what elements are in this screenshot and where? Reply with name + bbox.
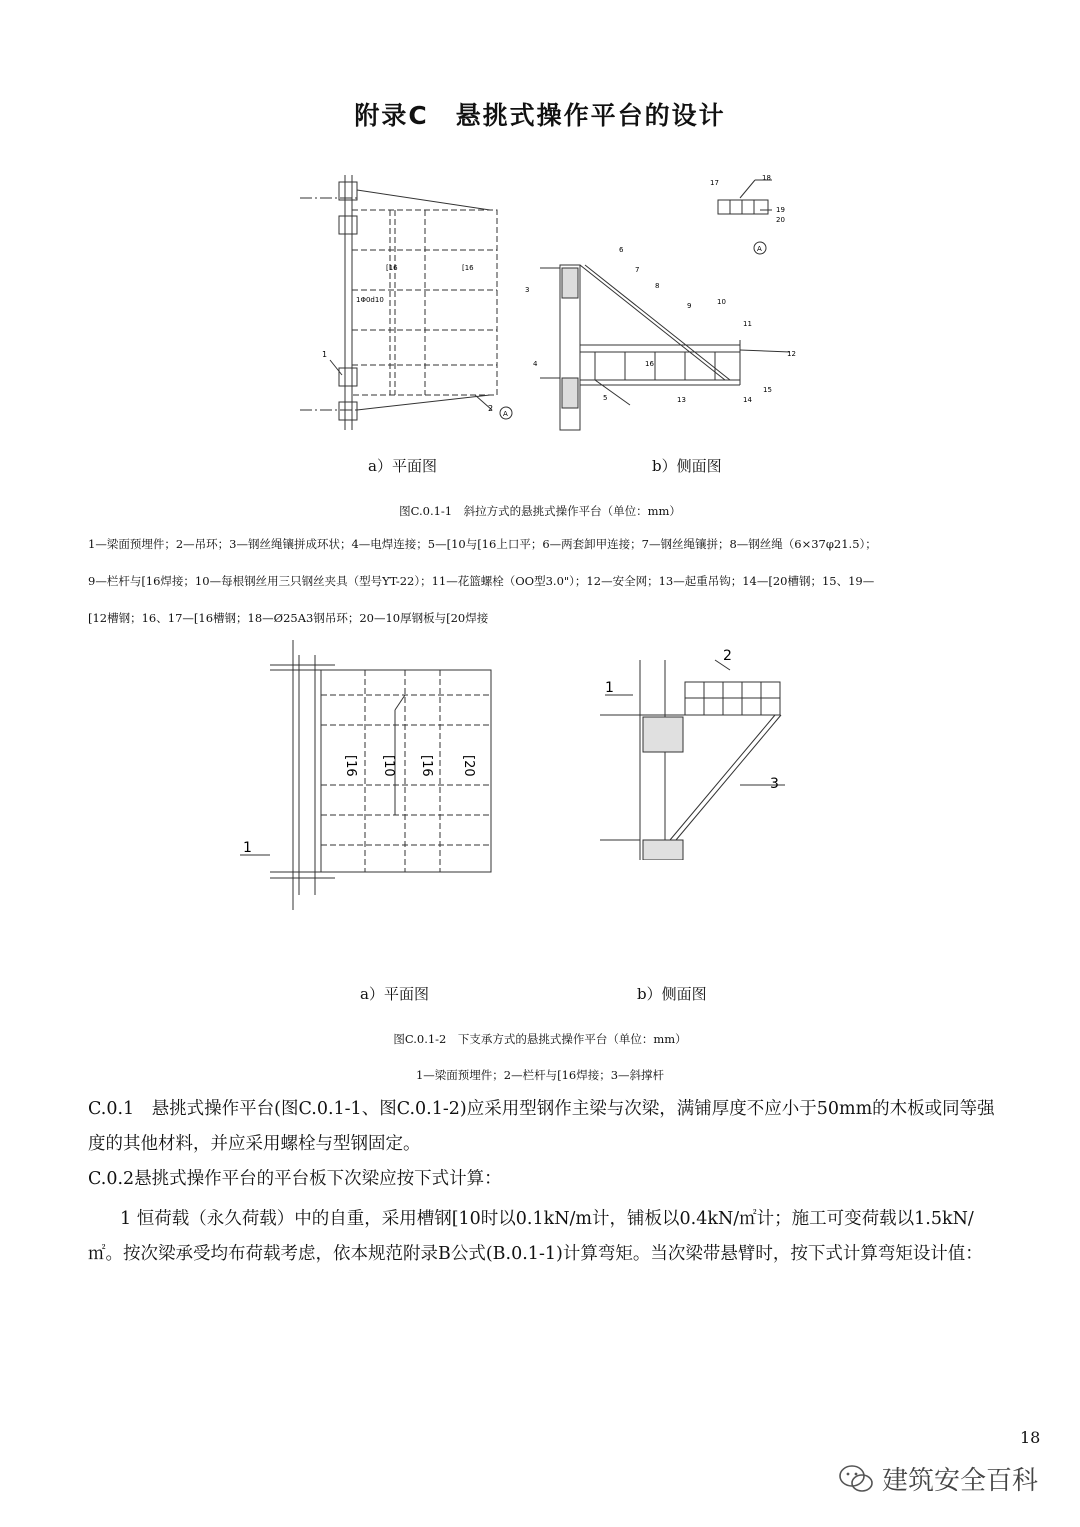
figure2-plan-drawing	[235, 640, 500, 915]
page-title: 附录C 悬挑式操作平台的设计	[354, 101, 726, 130]
figure1-legend-line-3: [12槽钢；16、17—[16槽钢；18—Ø25A3钢吊环；20—10厚钢板与[20焊接	[88, 611, 489, 625]
fig2-side-label-1: 1	[605, 680, 614, 696]
figure1-plan-drawing	[300, 170, 520, 440]
wechat-icon	[838, 1463, 874, 1495]
detail-label-18: 18	[762, 174, 771, 182]
plan-bolt-label: 1Φ0d10	[356, 296, 384, 304]
fig2-plan-channel-16a: [16	[343, 755, 358, 777]
side-label-13: 13	[677, 396, 686, 404]
detail-circle-label: A	[757, 245, 762, 253]
detail-label-19: 19	[776, 206, 785, 214]
side-label-12: 12	[787, 350, 796, 358]
plan-label-2: 2	[488, 404, 494, 413]
figure2-side-drawing	[595, 640, 825, 860]
side-label-4: 4	[533, 360, 538, 368]
page-number: 18	[1020, 1428, 1041, 1447]
plan-label-1: 1	[322, 350, 328, 359]
side-label-16: 16	[645, 360, 654, 368]
side-label-15: 15	[763, 386, 772, 394]
watermark	[838, 1460, 1038, 1497]
figure2-caption: 图C.0.1-2 下支承方式的悬挑式操作平台（单位：mm）	[393, 1032, 687, 1046]
side-label-8: 8	[655, 282, 660, 290]
plan-channel-16b: [16	[462, 264, 474, 272]
watermark-text: 建筑安全百科	[882, 1466, 1039, 1496]
side-label-7: 7	[635, 266, 640, 274]
fig2-plan-channel-10: [10	[381, 755, 396, 777]
figure1-legend-line-1: 1—梁面预埋件；2—吊环；3—钢丝绳镶拼成环状；4—电焊连接；5—[10与[16上口平；6—两套卸甲连接；7—钢丝绳镶拼；8—钢丝绳（6×37φ21.5）；	[88, 537, 877, 551]
paragraph-item1: 1 恒荷载（永久荷载）中的自重，采用槽钢[10时以0.1kN/m计，铺板以0.4kN/㎡计；施工可变荷载以1.5kN/㎡。按次梁承受均布荷载考虑，依本规范附录B公式(B.0.1-1)计算弯矩。当次梁带悬臂时，按下式计算弯矩设计值：	[88, 1209, 983, 1264]
fig2-side-label-2: 2	[723, 648, 732, 664]
figure1-side-drawing	[515, 240, 815, 435]
side-label-5: 5	[603, 394, 608, 402]
fig2-plan-channel-16b: [16	[419, 755, 434, 777]
figure1-legend-line-2: 9—栏杆与[16焊接；10—每根钢丝用三只钢丝夹具（型号YT-22）；11—花篮螺栓（OO型3.0"）；12—安全网；13—起重吊钩；14—[20槽钢；15、19—	[88, 574, 875, 588]
side-label-10: 10	[717, 298, 726, 306]
figure1-caption: 图C.0.1-1 斜拉方式的悬挑式操作平台（单位：mm）	[399, 504, 681, 518]
paragraph-c01: C.0.1 悬挑式操作平台(图C.0.1-1、图C.0.1-2)应采用型钢作主梁与次梁，满铺厚度不应小于50mm的木板或同等强度的其他材料，并应采用螺栓与型钢固定。	[88, 1099, 995, 1154]
fig2-plan-channel-20: [20	[461, 755, 476, 777]
figure1-sub-b: b）侧面图	[652, 457, 722, 475]
plan-circle-label: A	[503, 410, 508, 418]
figure2-legend: 1—梁面预埋件；2—栏杆与[16焊接；3—斜撑杆	[415, 1068, 665, 1082]
detail-label-17: 17	[710, 179, 719, 187]
plan-channel-16a: [16	[386, 264, 398, 272]
fig2-plan-label-1: 1	[243, 840, 252, 856]
paragraph-c02: C.0.2悬挑式操作平台的平台板下次梁应按下式计算：	[88, 1169, 502, 1189]
side-label-14: 14	[743, 396, 752, 404]
side-label-9: 9	[687, 302, 692, 310]
figure2-sub-a: a）平面图	[360, 985, 429, 1003]
fig2-side-label-3: 3	[770, 776, 779, 792]
figure1-sub-a: a）平面图	[368, 457, 437, 475]
side-label-11: 11	[743, 320, 752, 328]
side-label-3: 3	[525, 286, 530, 294]
side-label-6: 6	[619, 246, 624, 254]
detail-label-20: 20	[776, 216, 785, 224]
figure2-sub-b: b）侧面图	[637, 985, 707, 1003]
